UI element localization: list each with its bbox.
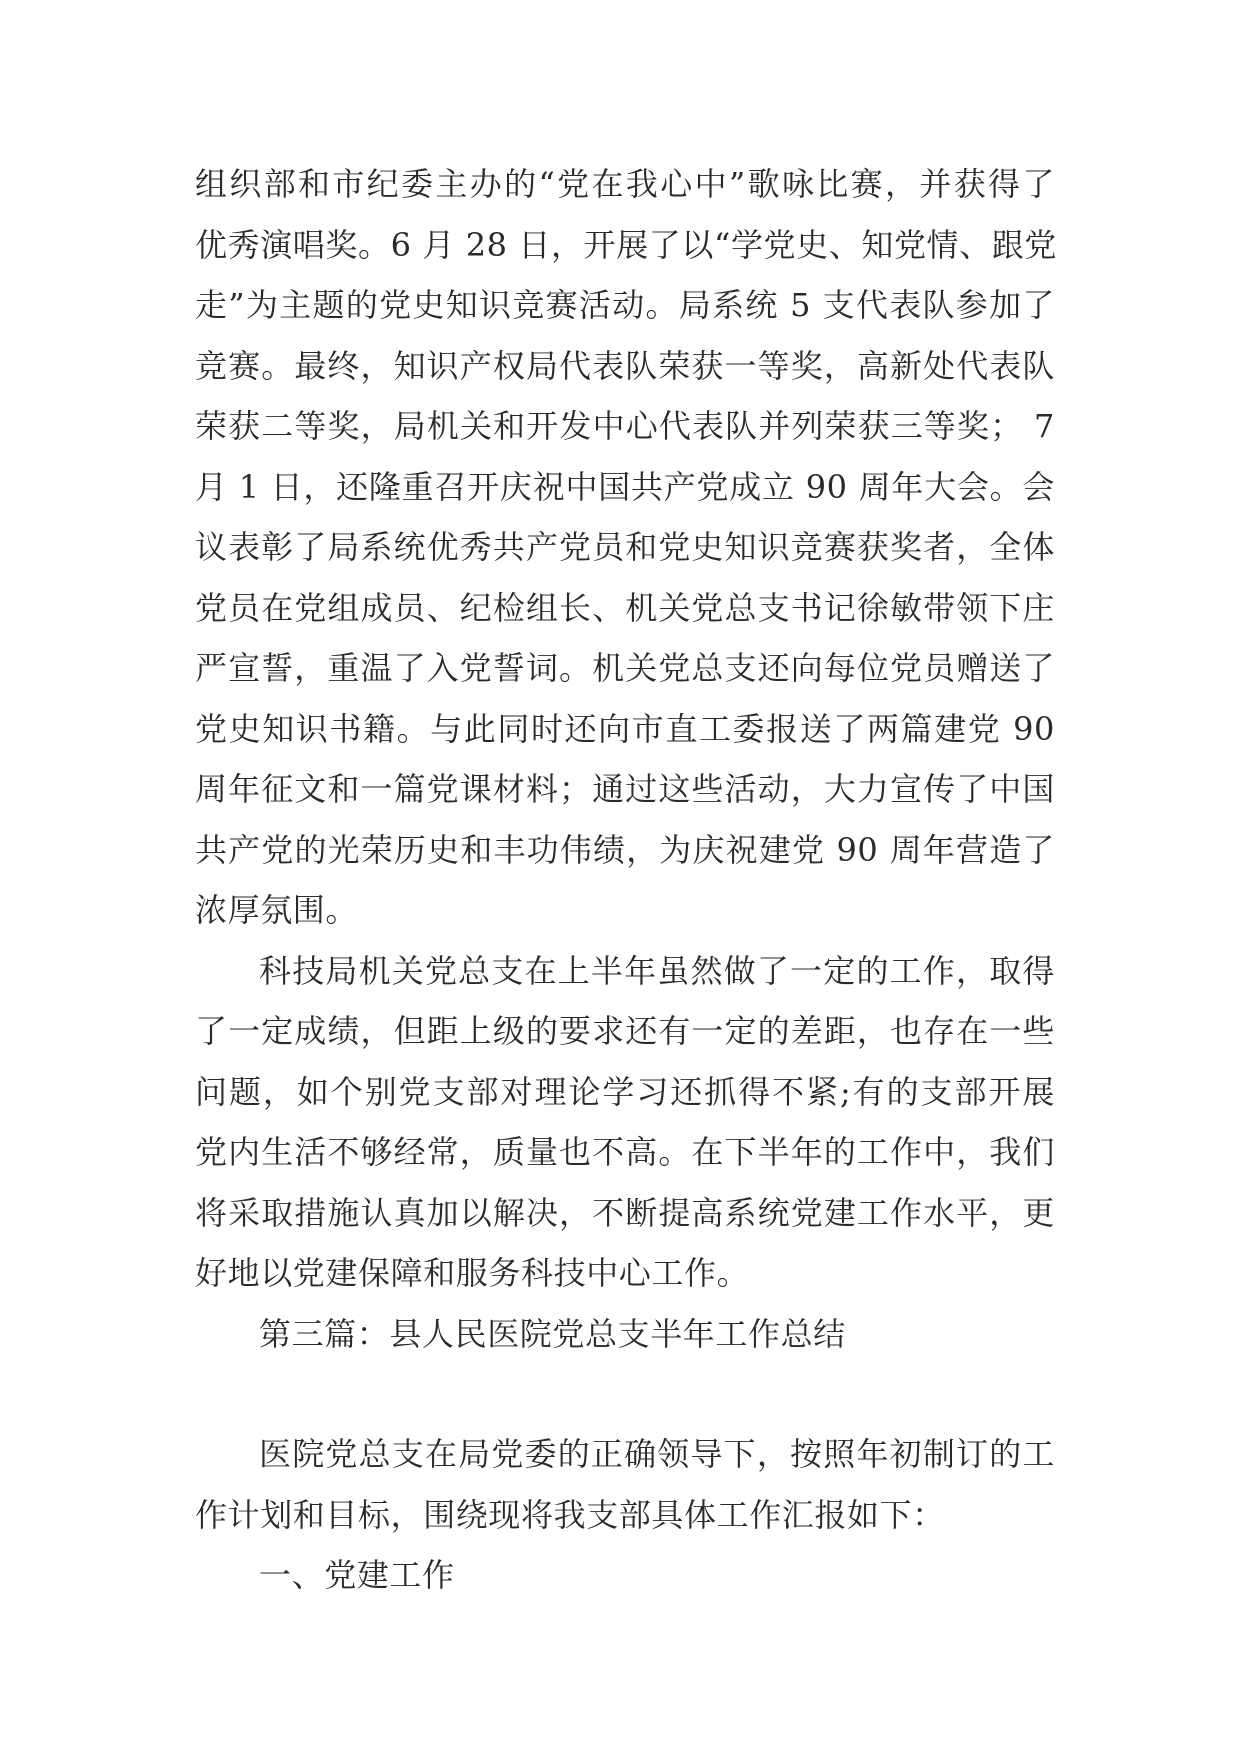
text-line: 党史知识书籍。与此同时还向市直工委报送了两篇建党 90 — [195, 709, 1055, 748]
document-body — [195, 154, 1055, 1606]
text-line: 科技局机关党总支在上半年虽然做了一定的工作，取得 — [259, 951, 1055, 990]
text-line: 走”为主题的党史知识竞赛活动。局系统 5 支代表队参加了 — [195, 286, 1055, 324]
text-line: 周年征文和一篇党课材料；通过这些活动，大力宣传了中国 — [195, 770, 1055, 808]
text-line: 问题，如个别党支部对理论学习还抓得不紧;有的支部开展 — [195, 1072, 1055, 1111]
text-line: 党员在党组成员、纪检组长、机关党总支书记徐敏带领下庄 — [195, 588, 1055, 627]
text-line: 严宣誓，重温了入党誓词。机关党总支还向每位党员赠送了 — [195, 649, 1055, 687]
text-line: 医院党总支在局党委的正确领导下，按照年初制订的工 — [259, 1435, 1055, 1473]
paragraph-summary — [195, 941, 1055, 1304]
paragraph-intro — [195, 1424, 1055, 1545]
text-line: 竞赛。最终，知识产权局代表队荣获一等奖，高新处代表队 — [195, 346, 1055, 385]
text-line: 好地以党建保障和服务科技中心工作。 — [195, 1254, 750, 1292]
text-line: 优秀演唱奖。6 月 28 日，开展了以“学党史、知党情、跟党 — [195, 225, 1057, 264]
section-heading: 一、党建工作 — [259, 1556, 455, 1594]
text-line: 月 1 日，还隆重召开庆祝中国共产党成立 90 周年大会。会 — [195, 467, 1055, 506]
text-line: 组织部和市纪委主办的“党在我心中”歌咏比赛，并获得了 — [195, 165, 1055, 203]
text-line: 议表彰了局系统优秀共产党员和党史知识竞赛获奖者，全体 — [195, 528, 1055, 566]
text-line: 浓厚氛围。 — [195, 891, 359, 929]
blank-line — [195, 1364, 1055, 1424]
text-line: 作计划和目标，围绕现将我支部具体工作汇报如下： — [195, 1495, 945, 1534]
paragraph-party-activities — [195, 154, 1055, 941]
text-line: 将采取措施认真加以解决，不断提高系统党建工作水平，更 — [195, 1193, 1055, 1232]
article-heading: 第三篇：县人民医院党总支半年工作总结 — [259, 1314, 846, 1353]
text-line: 荣获二等奖，局机关和开发中心代表队并列荣获三等奖； 7 — [195, 407, 1055, 445]
text-line: 党内生活不够经常，质量也不高。在下半年的工作中，我们 — [195, 1133, 1055, 1171]
text-line: 了一定成绩，但距上级的要求还有一定的差距，也存在一些 — [195, 1012, 1055, 1050]
text-line: 共产党的光荣历史和丰功伟绩，为庆祝建党 90 周年营造了 — [195, 830, 1055, 869]
